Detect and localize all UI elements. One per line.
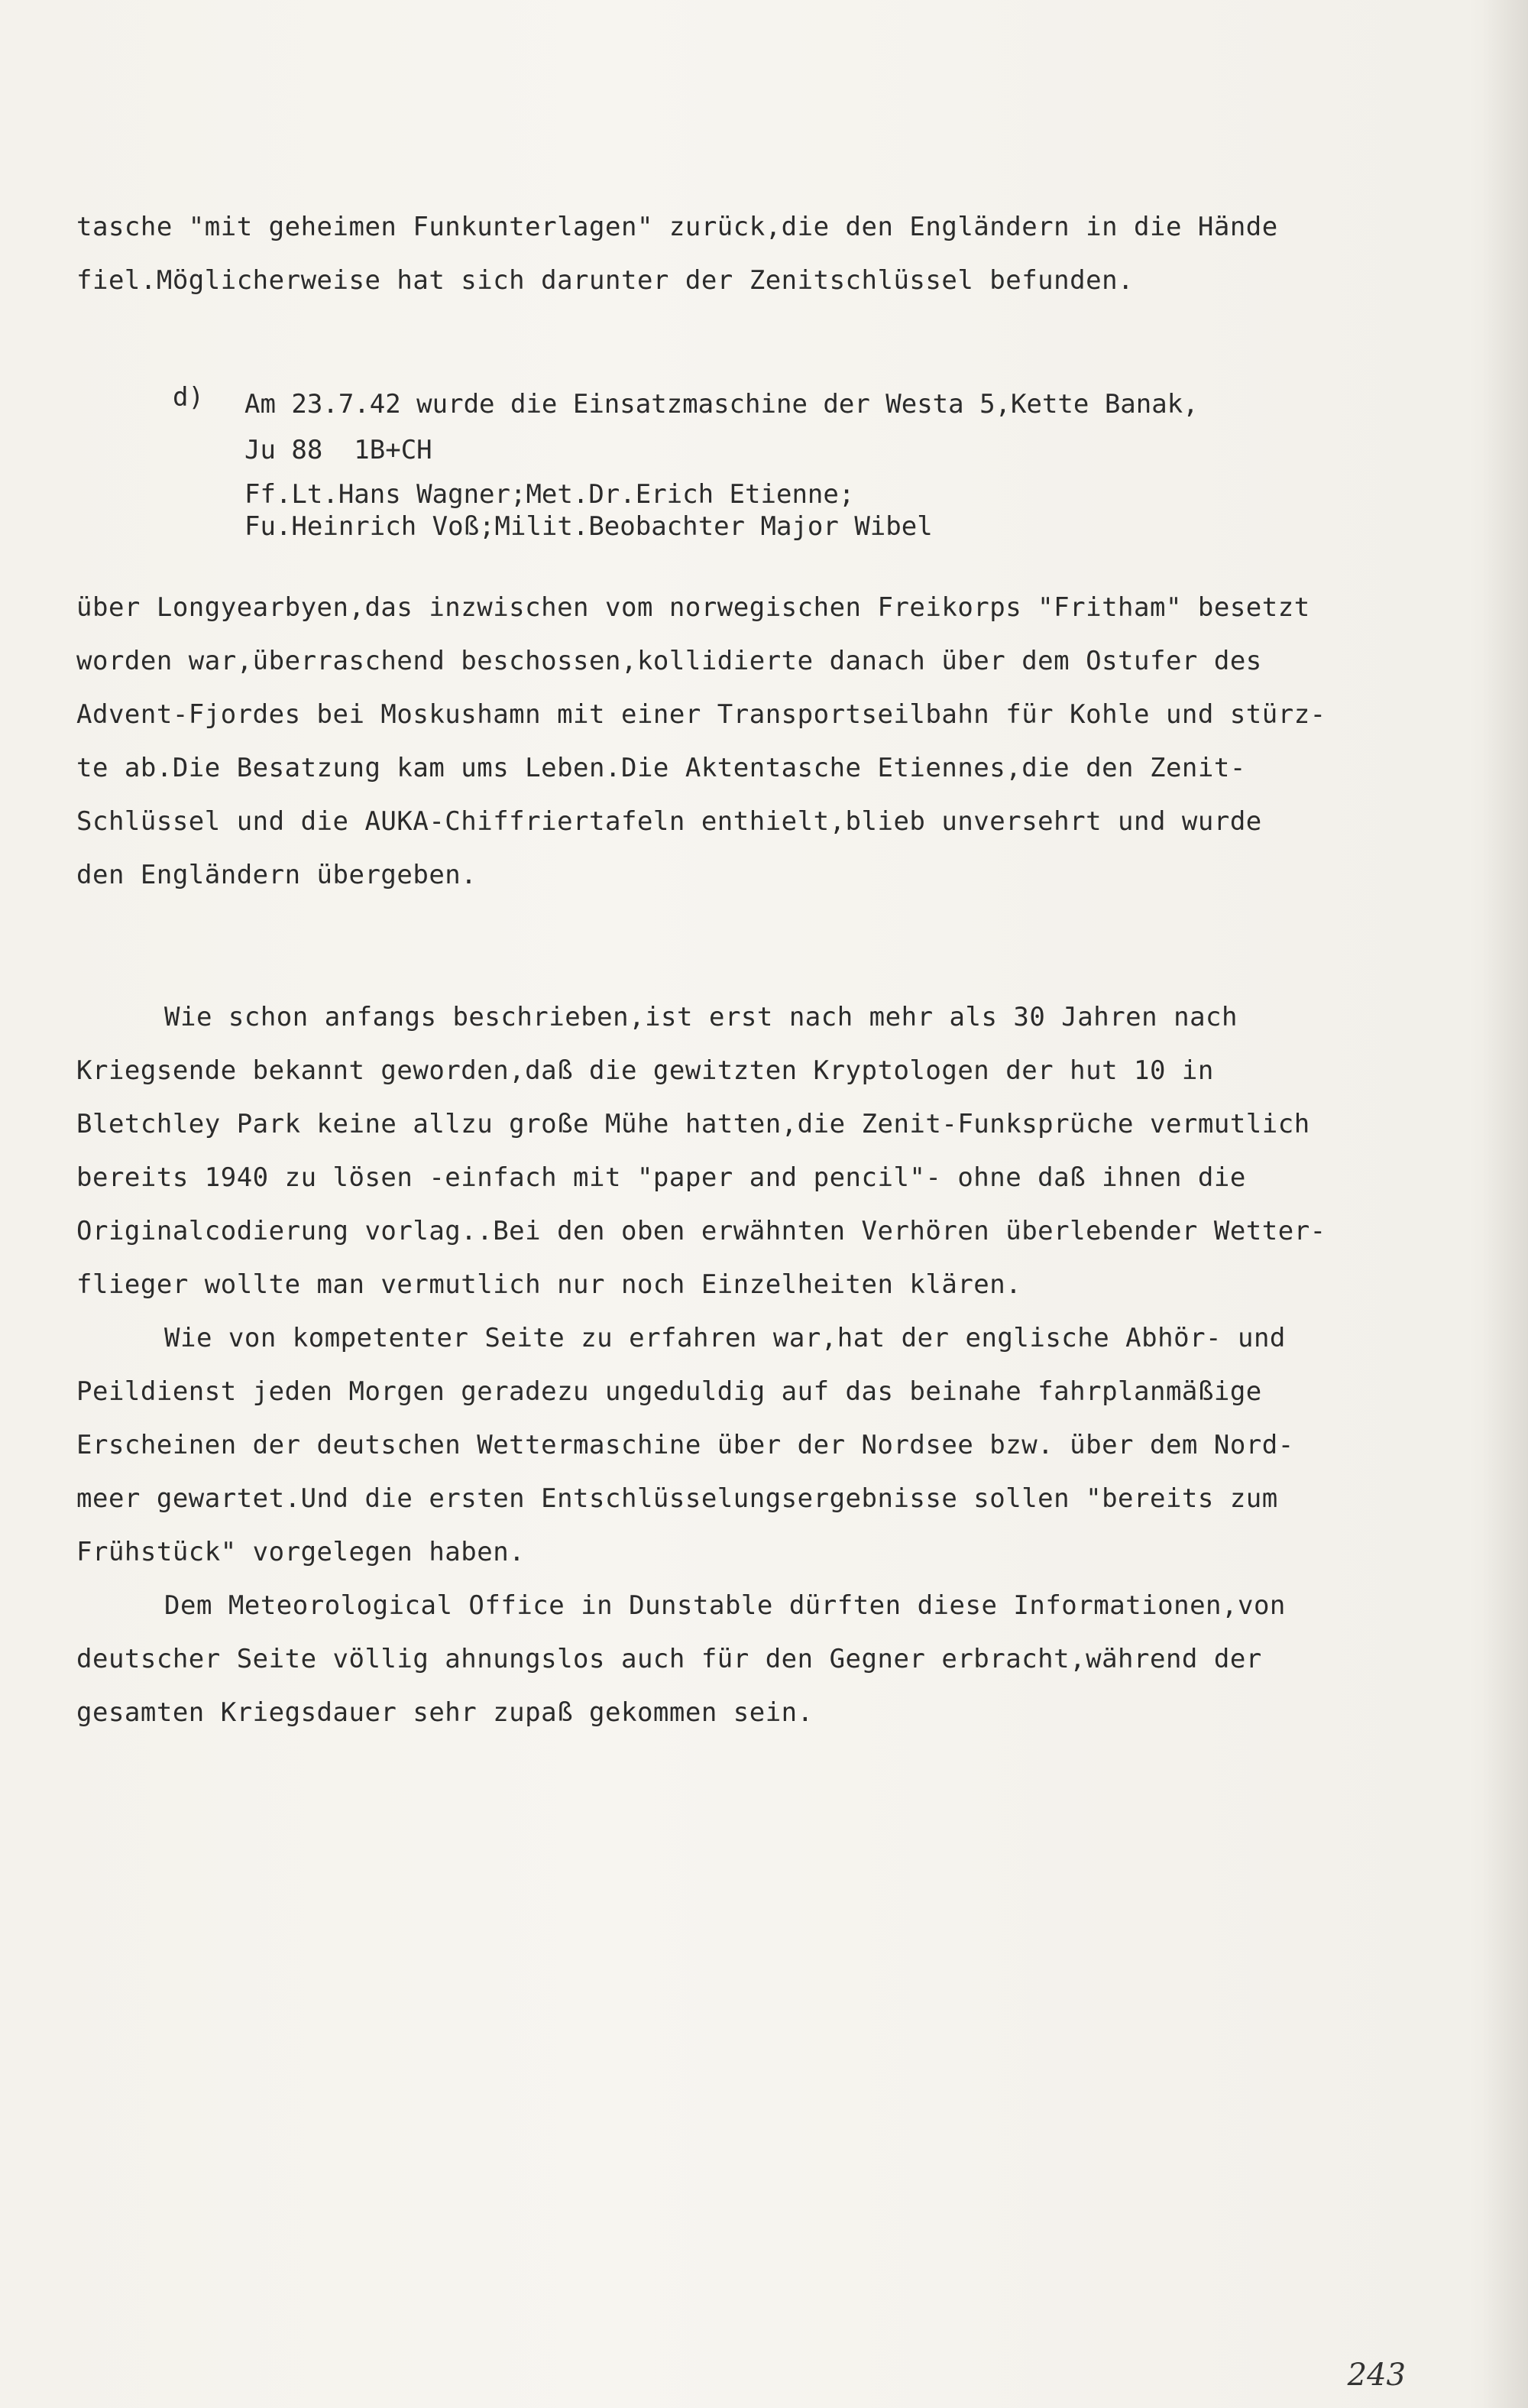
text-line: Bletchley Park keine allzu große Mühe hatten,die Zenit-Funksprüche vermutlich: [76, 1109, 1310, 1139]
text-line: Schlüssel und die AUKA-Chiffriertafeln enthielt,blieb unversehrt und wurde: [76, 806, 1262, 837]
text-line: gesamten Kriegsdauer sehr zupaß gekommen sein.: [76, 1697, 814, 1728]
text-line: bereits 1940 zu lösen -einfach mit "paper and pencil"- ohne daß ihnen die: [76, 1162, 1246, 1193]
text-line: worden war,überraschend beschossen,kollidierte danach über dem Ostufer des: [76, 646, 1262, 676]
text-line: Originalcodierung vorlag..Bei den oben erwähnten Verhören überlebender Wetter-: [76, 1216, 1326, 1246]
text-line: Ff.Lt.Hans Wagner;Met.Dr.Erich Etienne;: [244, 479, 855, 510]
text-line: te ab.Die Besatzung kam ums Leben.Die Aktentasche Etiennes,die den Zenit-: [76, 753, 1246, 783]
text-line: flieger wollte man vermutlich nur noch Einzelheiten klären.: [76, 1269, 1022, 1300]
page-edge-shadow: [1482, 0, 1528, 2408]
text-line: Frühstück" vorgelegen haben.: [76, 1537, 526, 1567]
item-d-label: d): [173, 382, 204, 413]
text-line: Am 23.7.42 wurde die Einsatzmaschine der Westa 5,Kette Banak,: [244, 389, 1199, 420]
text-line: meer gewartet.Und die ersten Entschlüsselungsergebnisse sollen "bereits zum: [76, 1483, 1278, 1514]
text-line: tasche "mit geheimen Funkunterlagen" zurück,die den Engländern in die Hände: [76, 212, 1278, 242]
text-line: Dem Meteorological Office in Dunstable dürften diese Informationen,von: [164, 1590, 1286, 1621]
text-line: deutscher Seite völlig ahnungslos auch für den Gegner erbracht,während der: [76, 1644, 1262, 1674]
text-line: den Engländern übergeben.: [76, 860, 478, 890]
page-number: 243: [1347, 2358, 1406, 2393]
paragraph-peildienst: [76, 1311, 1421, 1579]
text-line: Peildienst jeden Morgen geradezu ungeduldig auf das beinahe fahrplanmäßige: [76, 1376, 1262, 1407]
item-d-details: [244, 428, 1375, 549]
paragraph-bletchley: [76, 990, 1421, 1311]
text-line: über Longyearbyen,das inzwischen vom norwegischen Freikorps "Fritham" besetzt: [76, 592, 1310, 623]
paragraph-meteorological: [76, 1579, 1421, 1739]
text-line: Ju 88 1B+CH: [244, 435, 432, 465]
text-line: Kriegsende bekannt geworden,daß die gewitzten Kryptologen der hut 10 in: [76, 1055, 1214, 1086]
text-line: Wie schon anfangs beschrieben,ist erst nach mehr als 30 Jahren nach: [164, 1002, 1238, 1032]
text-line: fiel.Möglicherweise hat sich darunter der Zenitschlüssel befunden.: [76, 265, 1135, 296]
text-line: Advent-Fjordes bei Moskushamn mit einer Transportseilbahn für Kohle und stürz-: [76, 699, 1326, 730]
paragraph-intro: [76, 200, 1421, 307]
paragraph-longyearbyen: [76, 581, 1421, 902]
text-line: Fu.Heinrich Voß;Milit.Beobachter Major Wibel: [244, 511, 933, 542]
text-line: Erscheinen der deutschen Wettermaschine über der Nordsee bzw. über dem Nord-: [76, 1430, 1294, 1460]
item-d-block: [244, 382, 1375, 426]
text-line: Wie von kompetenter Seite zu erfahren war,hat der englische Abhör- und: [164, 1323, 1286, 1353]
